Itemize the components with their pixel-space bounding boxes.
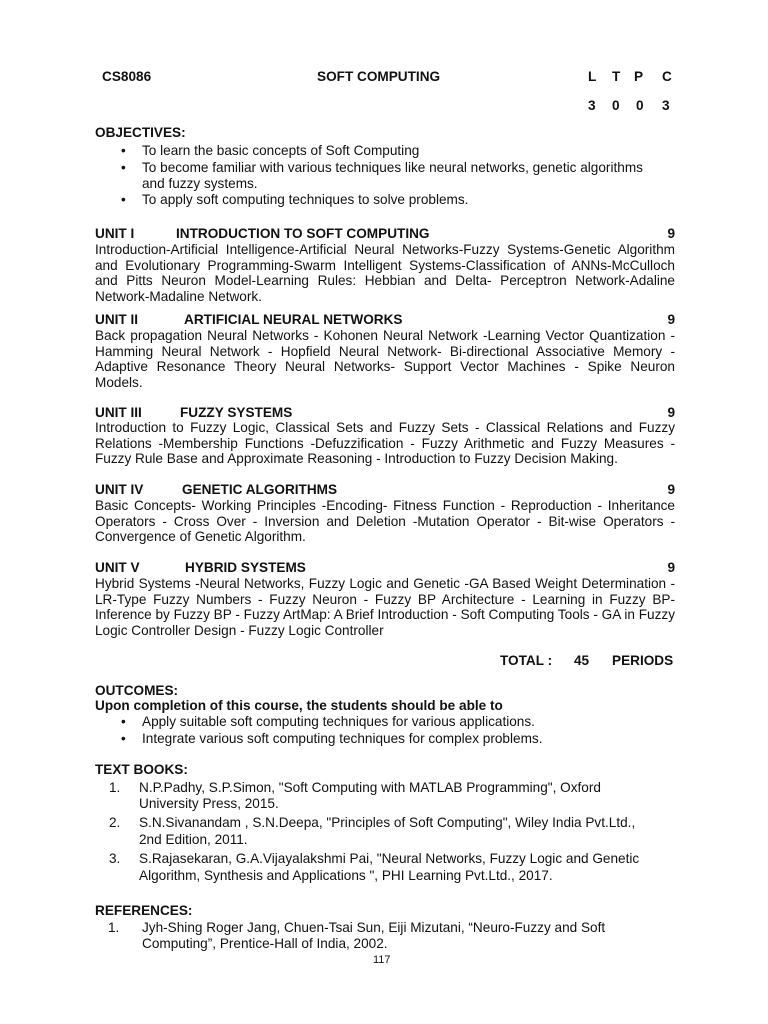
unit-label: UNIT II — [95, 312, 139, 327]
ltpc-value-c: 3 — [662, 98, 670, 113]
item-number: 2. — [109, 815, 121, 830]
unit-hours: 9 — [667, 482, 675, 497]
ltpc-label-p: P — [634, 69, 644, 84]
objective-text: To become familiar with various techniques like neural networks, genetic algorithms — [142, 160, 643, 175]
item-text: S.N.Sivanandam , S.N.Deepa, "Principles of Soft Computing", Wiley India Pvt.Ltd., — [139, 815, 636, 830]
objective-continuation: and fuzzy systems. — [142, 176, 258, 191]
textbook-item — [109, 851, 640, 866]
page-number: 117 — [373, 954, 391, 966]
unit-hours: 9 — [667, 226, 675, 241]
total-value: 45 — [574, 653, 590, 668]
item-text: Jyh-Shing Roger Jang, Chuen-Tsai Sun, Eiji Mizutani, “Neuro-Fuzzy and Soft — [142, 920, 606, 935]
unit-title: FUZZY SYSTEMS — [180, 405, 293, 420]
objective-item — [121, 192, 469, 207]
textbook-item-continuation: University Press, 2015. — [139, 796, 279, 811]
outcomes-intro: Upon completion of this course, the students should be able to — [95, 698, 503, 713]
ltpc-label-t: T — [612, 69, 621, 84]
bullet-icon: • — [121, 192, 126, 207]
unit-title: HYBRID SYSTEMS — [185, 560, 306, 575]
outcome-text: Integrate various soft computing techniques for complex problems. — [142, 731, 543, 746]
total-label: TOTAL : — [500, 653, 553, 668]
ltpc-value-p: 0 — [636, 98, 644, 113]
item-number: 1. — [109, 780, 121, 795]
textbook-item-continuation: Algorithm, Synthesis and Applications ", PHI Learning Pvt.Ltd., 2017. — [139, 868, 553, 883]
unit-body: Introduction-Artificial Intelligence-Artificial Neural Networks-Fuzzy Systems-Genetic Algorithm and Evolutionary Programming-Swarm Intelligent Systems-Classification of ANNs-McCulloch and Pitts Neuron Model-Learning Rules: Hebbian and Delta- Perceptron Network-Adaline Network-Madaline Network. — [95, 242, 675, 304]
outcome-item — [121, 731, 543, 746]
course-title: SOFT COMPUTING — [317, 69, 441, 84]
unit-title: ARTIFICIAL NEURAL NETWORKS — [184, 312, 403, 327]
objective-item — [121, 160, 643, 175]
objective-text: To learn the basic concepts of Soft Computing — [142, 143, 420, 158]
textbook-item — [109, 815, 636, 830]
unit-hours: 9 — [667, 560, 675, 575]
unit-body: Introduction to Fuzzy Logic, Classical Sets and Fuzzy Sets - Classical Relations and Fuzzy Relations -Membership Functions -Defuzzification - Fuzzy Arithmetic and Fuzzy Measures - Fuzzy Rule Base and Approximate Reasoning - Introduction to Fuzzy Decision Making. — [95, 420, 675, 467]
ltpc-value-t: 0 — [612, 98, 620, 113]
course-code: CS8086 — [102, 69, 152, 84]
ltpc-label-l: L — [588, 69, 597, 84]
reference-item-continuation: Computing”, Prentice-Hall of India, 2002. — [142, 936, 388, 951]
unit-body: Hybrid Systems -Neural Networks, Fuzzy Logic and Genetic -GA Based Weight Determination - LR-Type Fuzzy Numbers - Fuzzy Neuron - Fuzzy BP Architecture - Learning in Fuzzy BP- Inference by Fuzzy BP - Fuzzy ArtMap: A Brief Introduction - Soft Computing Tools - GA in Fuzzy Logic Controller Design - Fuzzy Logic Controller — [95, 576, 675, 638]
objective-item — [121, 143, 420, 158]
reference-item — [108, 920, 606, 935]
textbook-item-continuation: 2nd Edition, 2011. — [139, 832, 248, 847]
unit-label: UNIT III — [95, 405, 142, 420]
outcome-item — [121, 714, 535, 729]
unit-label: UNIT I — [95, 226, 135, 241]
item-text: S.Rajasekaran, G.A.Vijayalakshmi Pai, "Neural Networks, Fuzzy Logic and Genetic — [139, 851, 640, 866]
references-heading: REFERENCES: — [95, 903, 193, 918]
item-text: N.P.Padhy, S.P.Simon, "Soft Computing with MATLAB Programming", Oxford — [139, 780, 601, 795]
outcomes-heading: OUTCOMES: — [95, 683, 179, 698]
unit-body: Back propagation Neural Networks - Kohonen Neural Network -Learning Vector Quantization -Hamming Neural Network - Hopfield Neural Network- Bi-directional Associative Memory -Adaptive Resonance Theory Neural Networks- Support Vector Machines - Spike Neuron Models. — [95, 328, 675, 390]
ltpc-value-l: 3 — [588, 98, 596, 113]
total-unit: PERIODS — [612, 653, 674, 668]
bullet-icon: • — [121, 143, 126, 158]
unit-title: GENETIC ALGORITHMS — [182, 482, 338, 497]
item-number: 1. — [108, 920, 120, 935]
unit-title: INTRODUCTION TO SOFT COMPUTING — [176, 226, 430, 241]
objective-text: To apply soft computing techniques to solve problems. — [142, 192, 469, 207]
unit-label: UNIT V — [95, 560, 140, 575]
bullet-icon: • — [121, 731, 126, 746]
unit-body: Basic Concepts- Working Principles -Encoding- Fitness Function - Reproduction - Inheritance Operators - Cross Over - Inversion and Deletion -Mutation Operator - Bit-wise Operators -Convergence of Genetic Algorithm. — [95, 498, 675, 545]
bullet-icon: • — [121, 714, 126, 729]
unit-hours: 9 — [667, 312, 675, 327]
unit-label: UNIT IV — [95, 482, 144, 497]
item-number: 3. — [109, 851, 121, 866]
objectives-heading: OBJECTIVES: — [95, 125, 186, 140]
bullet-icon: • — [121, 160, 126, 175]
outcome-text: Apply suitable soft computing techniques for various applications. — [142, 714, 535, 729]
ltpc-label-c: C — [662, 69, 672, 84]
unit-hours: 9 — [667, 405, 675, 420]
textbooks-heading: TEXT BOOKS: — [95, 762, 188, 777]
textbook-item — [109, 780, 601, 795]
